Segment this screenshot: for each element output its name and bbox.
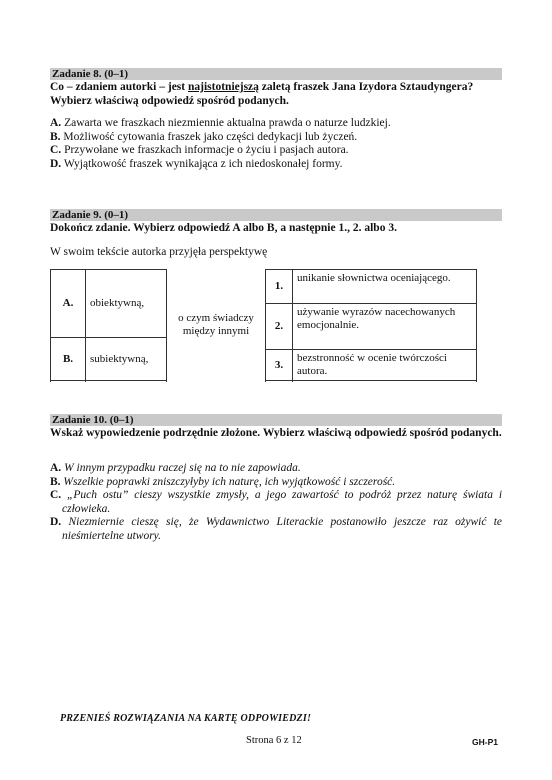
task-9-header: Zadanie 9. (0–1)	[50, 209, 502, 221]
task-9-stem: W swoim tekście autorka przyjęła perspektywę	[50, 246, 268, 258]
choice-2-text: używanie wyrazów nacechowanych emocjonalnie.	[293, 304, 477, 350]
choice-b-text: subiektywną,	[86, 338, 167, 381]
task-8-options	[50, 117, 502, 171]
option-b: B. Możliwość cytowania fraszek jako części dedykacji lub życzeń.	[50, 130, 358, 143]
choice-1-number: 1.	[266, 270, 293, 304]
exam-code: GH-P1	[472, 737, 498, 747]
task-9-instruction: Dokończ zdanie. Wybierz odpowiedź A albo B, a następnie 1., 2. albo 3.	[50, 222, 397, 234]
task-10-options	[50, 462, 502, 543]
emphasized-word: najistotniejszą	[188, 81, 259, 93]
transfer-answers-note: PRZENIEŚ ROZWIĄZANIA NA KARTĘ ODPOWIEDZI!	[60, 713, 312, 724]
task-10-header: Zadanie 10. (0–1)	[50, 414, 502, 426]
choice-a-letter: A.	[51, 270, 86, 338]
choice-3-number: 3.	[266, 350, 293, 381]
choice-a-text: obiektywną,	[86, 270, 167, 338]
option-c: C. Przywołane we fraszkach informacje o życiu i pasjach autora.	[50, 144, 349, 156]
option-a: A. W innym przypadku raczej się na to nie zapowiada.	[50, 462, 301, 474]
option-a: A. Zawarta we fraszkach niezmiennie aktualna prawda o naturze ludzkiej.	[50, 117, 391, 129]
choice-2-number: 2.	[266, 304, 293, 350]
choice-middle-text: o czym świadczy między innymi	[167, 270, 266, 381]
option-d: D. Wyjątkowość fraszek wynikająca z ich niedoskonałej formy.	[50, 157, 343, 170]
page-number: Strona 6 z 12	[246, 735, 302, 746]
task-10-instruction: Wskaż wypowiedzenie podrzędnie złożone. Wybierz właściwą odpowiedź spośród podanych.	[50, 427, 502, 439]
task-8-header: Zadanie 8. (0–1)	[50, 68, 502, 80]
choice-3-text: bezstronność w ocenie twórczości autora.	[293, 350, 477, 381]
task-9-choice-table	[50, 269, 477, 381]
task-8-question: Co – zdaniem autorki – jest najistotniejszą zaletą fraszek Jana Izydora Sztaudyngera? Wybierz właściwą odpowiedź spośród podanych.	[50, 81, 474, 107]
choice-b-letter: B.	[51, 338, 86, 381]
option-d: D. Niezmiernie cieszę się, że Wydawnictwo Literackie postanowiło jeszcze raz ożywić te nieśmiertelne utwory.	[50, 516, 503, 542]
option-b: B. Wszelkie poprawki zniszczyłyby ich naturę, ich wyjątkowość i szczerość.	[50, 475, 396, 488]
option-c: C. „Puch ostu” cieszy wszystkie zmysły, a jego zawartość to podróż przez naturę świata i człowieka.	[50, 489, 503, 515]
choice-1-text: unikanie słownictwa oceniającego.	[293, 270, 477, 304]
